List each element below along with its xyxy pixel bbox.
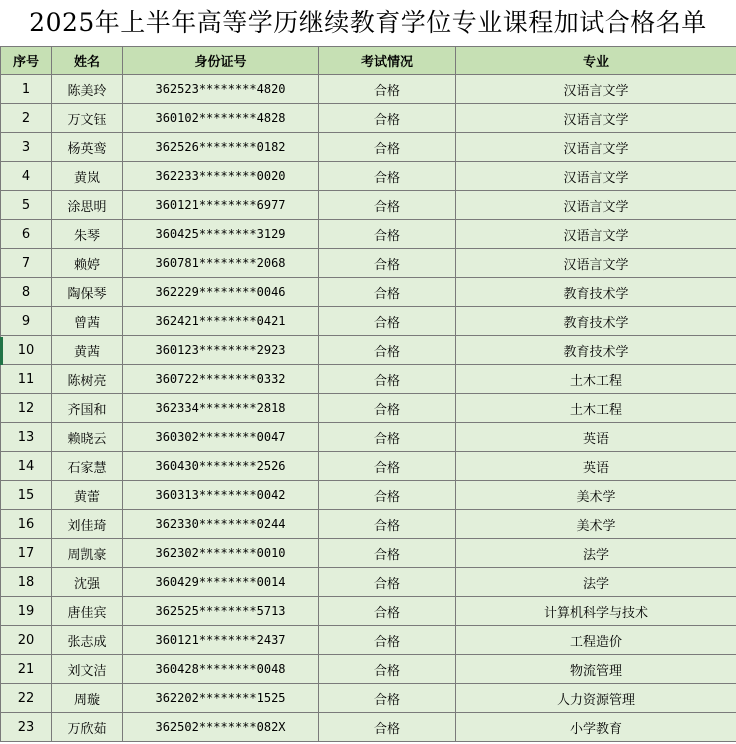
table-row (1, 307, 736, 336)
cell-major[interactable]: 汉语言文学 (456, 191, 736, 220)
cell-result[interactable]: 合格 (319, 191, 456, 220)
cell-result[interactable]: 合格 (319, 626, 456, 655)
cell-name[interactable]: 赖晓云 (52, 423, 123, 452)
cell-id[interactable]: 362421********0421 (123, 307, 319, 336)
cell-result[interactable]: 合格 (319, 394, 456, 423)
cell-major[interactable]: 物流管理 (456, 655, 736, 684)
table-row (1, 684, 736, 713)
cell-no[interactable]: 10 (1, 336, 52, 365)
cell-no[interactable]: 5 (1, 191, 52, 220)
cell-no[interactable]: 16 (1, 510, 52, 539)
cell-result[interactable]: 合格 (319, 713, 456, 742)
cell-name[interactable]: 朱琴 (52, 220, 123, 249)
table-row (1, 510, 736, 539)
cell-no[interactable]: 18 (1, 568, 52, 597)
cell-no[interactable]: 13 (1, 423, 52, 452)
cell-name[interactable]: 杨英鸾 (52, 133, 123, 162)
header-no[interactable]: 序号 (1, 47, 52, 75)
cell-result[interactable]: 合格 (319, 104, 456, 133)
cell-result[interactable]: 合格 (319, 568, 456, 597)
cell-id[interactable]: 360430********2526 (123, 452, 319, 481)
cell-no[interactable]: 9 (1, 307, 52, 336)
cell-id[interactable]: 362229********0046 (123, 278, 319, 307)
cell-major[interactable]: 教育技术学 (456, 278, 736, 307)
cell-name[interactable]: 曾茜 (52, 307, 123, 336)
cell-result[interactable]: 合格 (319, 249, 456, 278)
cell-no[interactable]: 19 (1, 597, 52, 626)
table-row (1, 452, 736, 481)
page-title: 2025年上半年高等学历继续教育学位专业课程加试合格名单 (0, 0, 736, 46)
row-selection-marker (0, 337, 3, 365)
cell-id[interactable]: 362233********0020 (123, 162, 319, 191)
cell-name[interactable]: 沈强 (52, 568, 123, 597)
cell-id[interactable]: 362523********4820 (123, 75, 319, 104)
table-row (1, 133, 736, 162)
cell-name[interactable]: 张志成 (52, 626, 123, 655)
cell-name[interactable]: 周璇 (52, 684, 123, 713)
table-row (1, 568, 736, 597)
table-row (1, 365, 736, 394)
cell-id[interactable]: 362302********0010 (123, 539, 319, 568)
cell-major[interactable]: 英语 (456, 423, 736, 452)
cell-result[interactable]: 合格 (319, 336, 456, 365)
cell-major[interactable]: 教育技术学 (456, 336, 736, 365)
table-row (1, 655, 736, 684)
cell-name[interactable]: 黄岚 (52, 162, 123, 191)
cell-id[interactable]: 360102********4828 (123, 104, 319, 133)
cell-major[interactable]: 教育技术学 (456, 307, 736, 336)
header-major[interactable]: 专业 (456, 47, 736, 75)
cell-no[interactable]: 21 (1, 655, 52, 684)
cell-result[interactable]: 合格 (319, 75, 456, 104)
cell-major[interactable]: 人力资源管理 (456, 684, 736, 713)
cell-name[interactable]: 赖婷 (52, 249, 123, 278)
table-row (1, 423, 736, 452)
table-row (1, 104, 736, 133)
table-row (1, 481, 736, 510)
header-row (1, 47, 736, 75)
cell-result[interactable]: 合格 (319, 655, 456, 684)
cell-name[interactable]: 万欣茹 (52, 713, 123, 742)
table-row (1, 249, 736, 278)
cell-id[interactable]: 360302********0047 (123, 423, 319, 452)
cell-id[interactable]: 362526********0182 (123, 133, 319, 162)
cell-id[interactable]: 360722********0332 (123, 365, 319, 394)
cell-major[interactable]: 汉语言文学 (456, 75, 736, 104)
header-result[interactable]: 考试情况 (319, 47, 456, 75)
cell-id[interactable]: 362202********1525 (123, 684, 319, 713)
cell-no[interactable]: 2 (1, 104, 52, 133)
cell-no[interactable]: 8 (1, 278, 52, 307)
table-row (1, 336, 736, 365)
cell-major[interactable]: 工程造价 (456, 626, 736, 655)
cell-no[interactable]: 7 (1, 249, 52, 278)
cell-major[interactable]: 汉语言文学 (456, 133, 736, 162)
cell-major[interactable]: 土木工程 (456, 394, 736, 423)
cell-name[interactable]: 齐国和 (52, 394, 123, 423)
table-row (1, 278, 736, 307)
cell-name[interactable]: 陈树亮 (52, 365, 123, 394)
cell-major[interactable]: 法学 (456, 568, 736, 597)
cell-name[interactable]: 涂思明 (52, 191, 123, 220)
cell-id[interactable]: 360121********2437 (123, 626, 319, 655)
cell-no[interactable]: 4 (1, 162, 52, 191)
table-row (1, 220, 736, 249)
cell-name[interactable]: 黄蕾 (52, 481, 123, 510)
cell-name[interactable]: 万文钰 (52, 104, 123, 133)
cell-result[interactable]: 合格 (319, 684, 456, 713)
cell-no[interactable]: 15 (1, 481, 52, 510)
cell-no[interactable]: 3 (1, 133, 52, 162)
cell-no[interactable]: 6 (1, 220, 52, 249)
cell-no[interactable]: 12 (1, 394, 52, 423)
cell-id[interactable]: 362330********0244 (123, 510, 319, 539)
cell-major[interactable]: 土木工程 (456, 365, 736, 394)
cell-name[interactable]: 刘佳琦 (52, 510, 123, 539)
cell-id[interactable]: 360425********3129 (123, 220, 319, 249)
cell-name[interactable]: 石家慧 (52, 452, 123, 481)
cell-id[interactable]: 360781********2068 (123, 249, 319, 278)
cell-result[interactable]: 合格 (319, 220, 456, 249)
cell-id[interactable]: 360123********2923 (123, 336, 319, 365)
cell-no[interactable]: 20 (1, 626, 52, 655)
cell-result[interactable]: 合格 (319, 162, 456, 191)
cell-name[interactable]: 陶保琴 (52, 278, 123, 307)
cell-id[interactable]: 360429********0014 (123, 568, 319, 597)
header-name[interactable]: 姓名 (52, 47, 123, 75)
cell-name[interactable]: 陈美玲 (52, 75, 123, 104)
cell-major[interactable]: 汉语言文学 (456, 104, 736, 133)
cell-result[interactable]: 合格 (319, 510, 456, 539)
table-row (1, 191, 736, 220)
cell-major[interactable]: 汉语言文学 (456, 249, 736, 278)
table-row (1, 713, 736, 742)
cell-id[interactable]: 360121********6977 (123, 191, 319, 220)
cell-name[interactable]: 刘文洁 (52, 655, 123, 684)
cell-major[interactable]: 美术学 (456, 510, 736, 539)
cell-no[interactable]: 11 (1, 365, 52, 394)
table-row (1, 597, 736, 626)
table-row (1, 539, 736, 568)
cell-major[interactable]: 小学教育 (456, 713, 736, 742)
cell-result[interactable]: 合格 (319, 278, 456, 307)
cell-no[interactable]: 22 (1, 684, 52, 713)
cell-major[interactable]: 汉语言文学 (456, 220, 736, 249)
table-row (1, 394, 736, 423)
cell-result[interactable]: 合格 (319, 423, 456, 452)
cell-result[interactable]: 合格 (319, 452, 456, 481)
cell-result[interactable]: 合格 (319, 365, 456, 394)
cell-id[interactable]: 362502********082X (123, 713, 319, 742)
header-id[interactable]: 身份证号 (123, 47, 319, 75)
cell-no[interactable]: 23 (1, 713, 52, 742)
cell-result[interactable]: 合格 (319, 481, 456, 510)
cell-name[interactable]: 黄茜 (52, 336, 123, 365)
cell-name[interactable]: 周凯豪 (52, 539, 123, 568)
cell-major[interactable]: 英语 (456, 452, 736, 481)
cell-id[interactable]: 360428********0048 (123, 655, 319, 684)
cell-major[interactable]: 计算机科学与技术 (456, 597, 736, 626)
cell-id[interactable]: 362334********2818 (123, 394, 319, 423)
cell-result[interactable]: 合格 (319, 133, 456, 162)
cell-major[interactable]: 美术学 (456, 481, 736, 510)
cell-no[interactable]: 1 (1, 75, 52, 104)
cell-name[interactable]: 唐佳宾 (52, 597, 123, 626)
cell-major[interactable]: 法学 (456, 539, 736, 568)
table-row (1, 162, 736, 191)
cell-result[interactable]: 合格 (319, 539, 456, 568)
cell-no[interactable]: 14 (1, 452, 52, 481)
cell-no[interactable]: 17 (1, 539, 52, 568)
cell-result[interactable]: 合格 (319, 307, 456, 336)
cell-major[interactable]: 汉语言文学 (456, 162, 736, 191)
cell-result[interactable]: 合格 (319, 597, 456, 626)
cell-id[interactable]: 362525********5713 (123, 597, 319, 626)
table-row (1, 75, 736, 104)
results-table (0, 46, 736, 742)
table-row (1, 626, 736, 655)
cell-id[interactable]: 360313********0042 (123, 481, 319, 510)
